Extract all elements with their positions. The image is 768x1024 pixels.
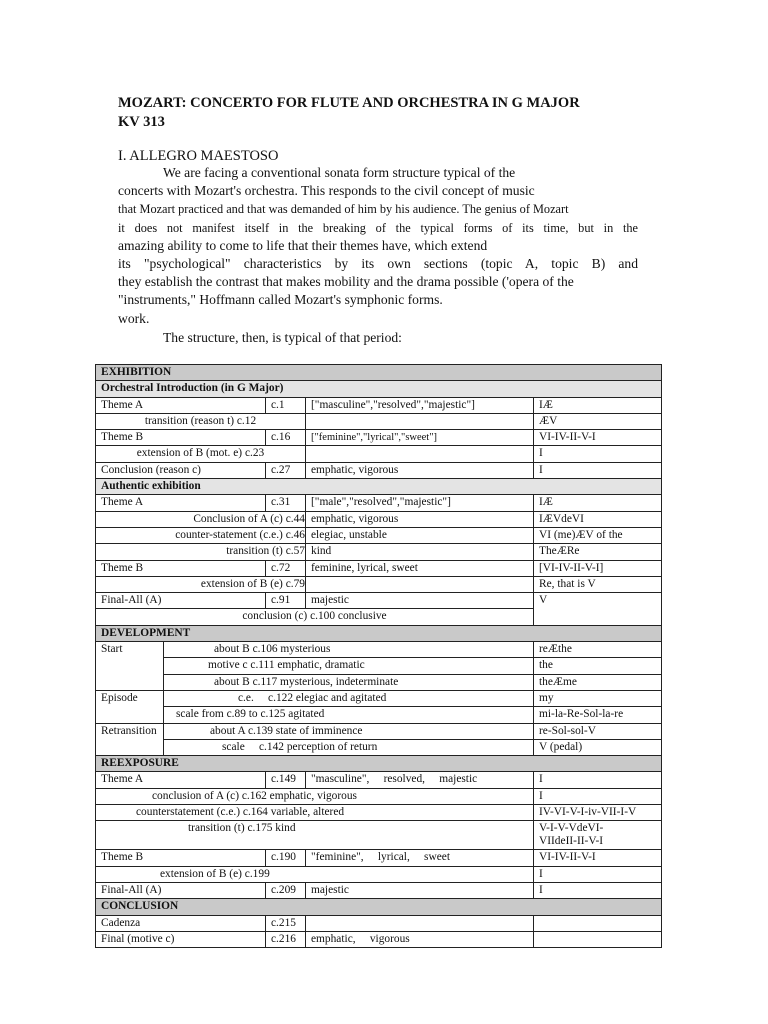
table-row — [96, 805, 662, 821]
table-cell: I — [534, 882, 662, 898]
table-cell: Theme A — [96, 772, 266, 788]
table-cell: theÆme — [534, 674, 662, 690]
intro-line: work. — [118, 310, 150, 326]
table-cell: conclusion (c) c.100 conclusive — [96, 609, 534, 625]
table-cell: kind — [306, 544, 534, 560]
table-cell: about B c.117 mysterious, indeterminate — [164, 674, 534, 690]
table-row — [96, 866, 662, 882]
table-cell — [534, 821, 662, 850]
table-cell: Final-All (A) — [96, 593, 266, 609]
table-cell: VI (me)ÆV of the — [534, 527, 662, 543]
table-cell: c.e. c.122 elegiac and agitated — [164, 690, 534, 706]
table-row — [96, 658, 662, 674]
table-cell: Conclusion of A (c) c.44 — [96, 511, 306, 527]
subsection-header: Orchestral Introduction (in G Major) — [96, 381, 662, 397]
table-cell: Re, that is V — [534, 576, 662, 592]
structure-intro-line: The structure, then, is typical of that period: — [163, 330, 402, 345]
table-cell: extension of B (e) c.199 — [96, 866, 534, 882]
table-cell: about A c.139 state of imminence — [164, 723, 534, 739]
table-cell: Theme B — [96, 850, 266, 866]
table-row — [96, 821, 662, 850]
table-cell: conclusion of A (c) c.162 emphatic, vigorous — [96, 788, 534, 804]
subsection-header: Authentic exhibition — [96, 479, 662, 495]
table-cell: c.215 — [266, 915, 306, 931]
table-cell: Theme B — [96, 430, 266, 446]
table-cell: majestic — [306, 593, 534, 609]
table-row — [96, 560, 662, 576]
table-cell — [306, 446, 534, 462]
table-cell: majestic — [306, 882, 534, 898]
table-row — [96, 772, 662, 788]
table-cell: TheÆRe — [534, 544, 662, 560]
table-cell: the — [534, 658, 662, 674]
table-cell: c.91 — [266, 593, 306, 609]
table-cell: scale from c.89 to c.125 agitated — [164, 707, 534, 723]
table-cell: I — [534, 866, 662, 882]
document-title: MOZART: CONCERTO FOR FLUTE AND ORCHESTRA IN G MAJOR — [118, 95, 580, 111]
table-row — [96, 642, 662, 658]
intro-line: concerts with Mozart's orchestra. This responds to the civil concept of music — [118, 183, 535, 199]
section-header-row — [96, 365, 662, 381]
intro-line: "instruments," Hoffmann called Mozart's symphonic forms. — [118, 292, 443, 308]
intro-line: that Mozart practiced and that was demanded of him by his audience. The genius of Mozart — [118, 202, 569, 217]
table-cell: about B c.106 mysterious — [164, 642, 534, 658]
table-row — [96, 739, 662, 755]
table-cell: extension of B (mot. e) c.23 — [96, 446, 306, 462]
table-cell: my — [534, 690, 662, 706]
subsection-header-row — [96, 479, 662, 495]
subsection-header-row — [96, 381, 662, 397]
table-cell: Conclusion (reason c) — [96, 462, 266, 478]
intro-line: We are facing a conventional sonata form structure typical of the — [163, 165, 516, 180]
table-cell: I — [534, 788, 662, 804]
table-row — [96, 430, 662, 446]
table-cell: V (pedal) — [534, 739, 662, 755]
sonata-structure-table — [95, 364, 662, 948]
table-cell — [534, 931, 662, 947]
table-cell: motive c c.111 emphatic, dramatic — [164, 658, 534, 674]
table-cell: Theme B — [96, 560, 266, 576]
intro-line: its "psychological" characteristics by its own sections (topic A, topic B) and — [118, 256, 638, 272]
table-cell: emphatic, vigorous — [306, 511, 534, 527]
section-header: CONCLUSION — [96, 899, 662, 915]
table-cell: c.149 — [266, 772, 306, 788]
table-cell: c.1 — [266, 397, 306, 413]
table-row — [96, 593, 662, 609]
table-cell: I — [534, 462, 662, 478]
table-cell: [VI-IV-II-V-I] — [534, 560, 662, 576]
table-cell: ["masculine","resolved","majestic"] — [306, 397, 534, 413]
table-row — [96, 413, 662, 429]
table-cell: "feminine", lyrical, sweet — [306, 850, 534, 866]
table-row — [96, 446, 662, 462]
table-cell: Cadenza — [96, 915, 266, 931]
movement-heading: I. ALLEGRO MAESTOSO — [118, 148, 279, 164]
table-cell: "masculine", resolved, majestic — [306, 772, 534, 788]
table-row — [96, 707, 662, 723]
table-cell: scale c.142 perception of return — [164, 739, 534, 755]
table-cell: ÆV — [534, 413, 662, 429]
table-cell: counterstatement (c.e.) c.164 variable, altered — [96, 805, 534, 821]
table-cell: counter-statement (c.e.) c.46 — [96, 527, 306, 543]
table-cell: transition (reason t) c.12 — [96, 413, 306, 429]
table-row — [96, 397, 662, 413]
table-cell: c.27 — [266, 462, 306, 478]
table-cell: emphatic, vigorous — [306, 931, 534, 947]
table-row — [96, 788, 662, 804]
table-cell: feminine, lyrical, sweet — [306, 560, 534, 576]
section-header: REEXPOSURE — [96, 756, 662, 772]
table-cell: c.72 — [266, 560, 306, 576]
intro-line: it does not manifest itself in the breaking of the typical forms of its time, but in the — [118, 220, 638, 235]
table-cell: elegiac, unstable — [306, 527, 534, 543]
table-cell: ["feminine","lyrical","sweet"] — [306, 430, 534, 446]
table-cell: Retransition — [96, 723, 164, 756]
table-row — [96, 690, 662, 706]
section-header: DEVELOPMENT — [96, 625, 662, 641]
section-header-row — [96, 625, 662, 641]
table-cell: mi-la-Re-Sol-la-re — [534, 707, 662, 723]
table-cell: ["male","resolved","majestic"] — [306, 495, 534, 511]
structure-intro — [118, 329, 638, 347]
table-cell: V — [534, 593, 662, 626]
table-row — [96, 462, 662, 478]
table-row — [96, 723, 662, 739]
table-cell — [534, 915, 662, 931]
harmony-line: V-I-V-VdeVI- — [539, 822, 604, 835]
table-cell — [306, 576, 534, 592]
table-cell: transition (t) c.57 — [96, 544, 306, 560]
table-cell: re-Sol-sol-V — [534, 723, 662, 739]
table-row — [96, 931, 662, 947]
table-row — [96, 674, 662, 690]
table-row — [96, 882, 662, 898]
table-cell: VI-IV-II-V-I — [534, 850, 662, 866]
table-cell: IÆVdeVI — [534, 511, 662, 527]
table-row — [96, 544, 662, 560]
table-row — [96, 495, 662, 511]
table-cell: IÆ — [534, 495, 662, 511]
table-cell: IÆ — [534, 397, 662, 413]
table-cell: transition (t) c.175 kind — [96, 821, 534, 850]
table-cell: Theme A — [96, 397, 266, 413]
table-cell — [306, 413, 534, 429]
table-cell: c.209 — [266, 882, 306, 898]
table-cell — [306, 915, 534, 931]
table-cell: reÆthe — [534, 642, 662, 658]
table-row — [96, 850, 662, 866]
table-cell: Theme A — [96, 495, 266, 511]
table-row — [96, 915, 662, 931]
document-subtitle: KV 313 — [118, 114, 165, 130]
table-cell: c.31 — [266, 495, 306, 511]
table-cell: Final (motive c) — [96, 931, 266, 947]
table-row — [96, 576, 662, 592]
table-cell: c.190 — [266, 850, 306, 866]
table-cell: I — [534, 772, 662, 788]
section-header-row — [96, 756, 662, 772]
harmony-line: VIIdeII-II-V-I — [539, 835, 604, 848]
table-row — [96, 511, 662, 527]
table-cell: extension of B (e) c.79 — [96, 576, 306, 592]
section-header: EXHIBITION — [96, 365, 662, 381]
table-cell: c.216 — [266, 931, 306, 947]
table-cell: Start — [96, 642, 164, 691]
table-cell: VI-IV-II-V-I — [534, 430, 662, 446]
intro-paragraph — [118, 164, 638, 328]
table-cell: I — [534, 446, 662, 462]
intro-line: amazing ability to come to life that their themes have, which extend — [118, 237, 488, 253]
table-cell: c.16 — [266, 430, 306, 446]
table-cell: Episode — [96, 690, 164, 723]
table-cell: emphatic, vigorous — [306, 462, 534, 478]
table-row — [96, 527, 662, 543]
table-cell: Final-All (A) — [96, 882, 266, 898]
section-header-row — [96, 899, 662, 915]
intro-line: they establish the contrast that makes mobility and the drama possible ('opera of the — [118, 274, 574, 290]
table-cell: IV-VI-V-I-iv-VII-I-V — [534, 805, 662, 821]
